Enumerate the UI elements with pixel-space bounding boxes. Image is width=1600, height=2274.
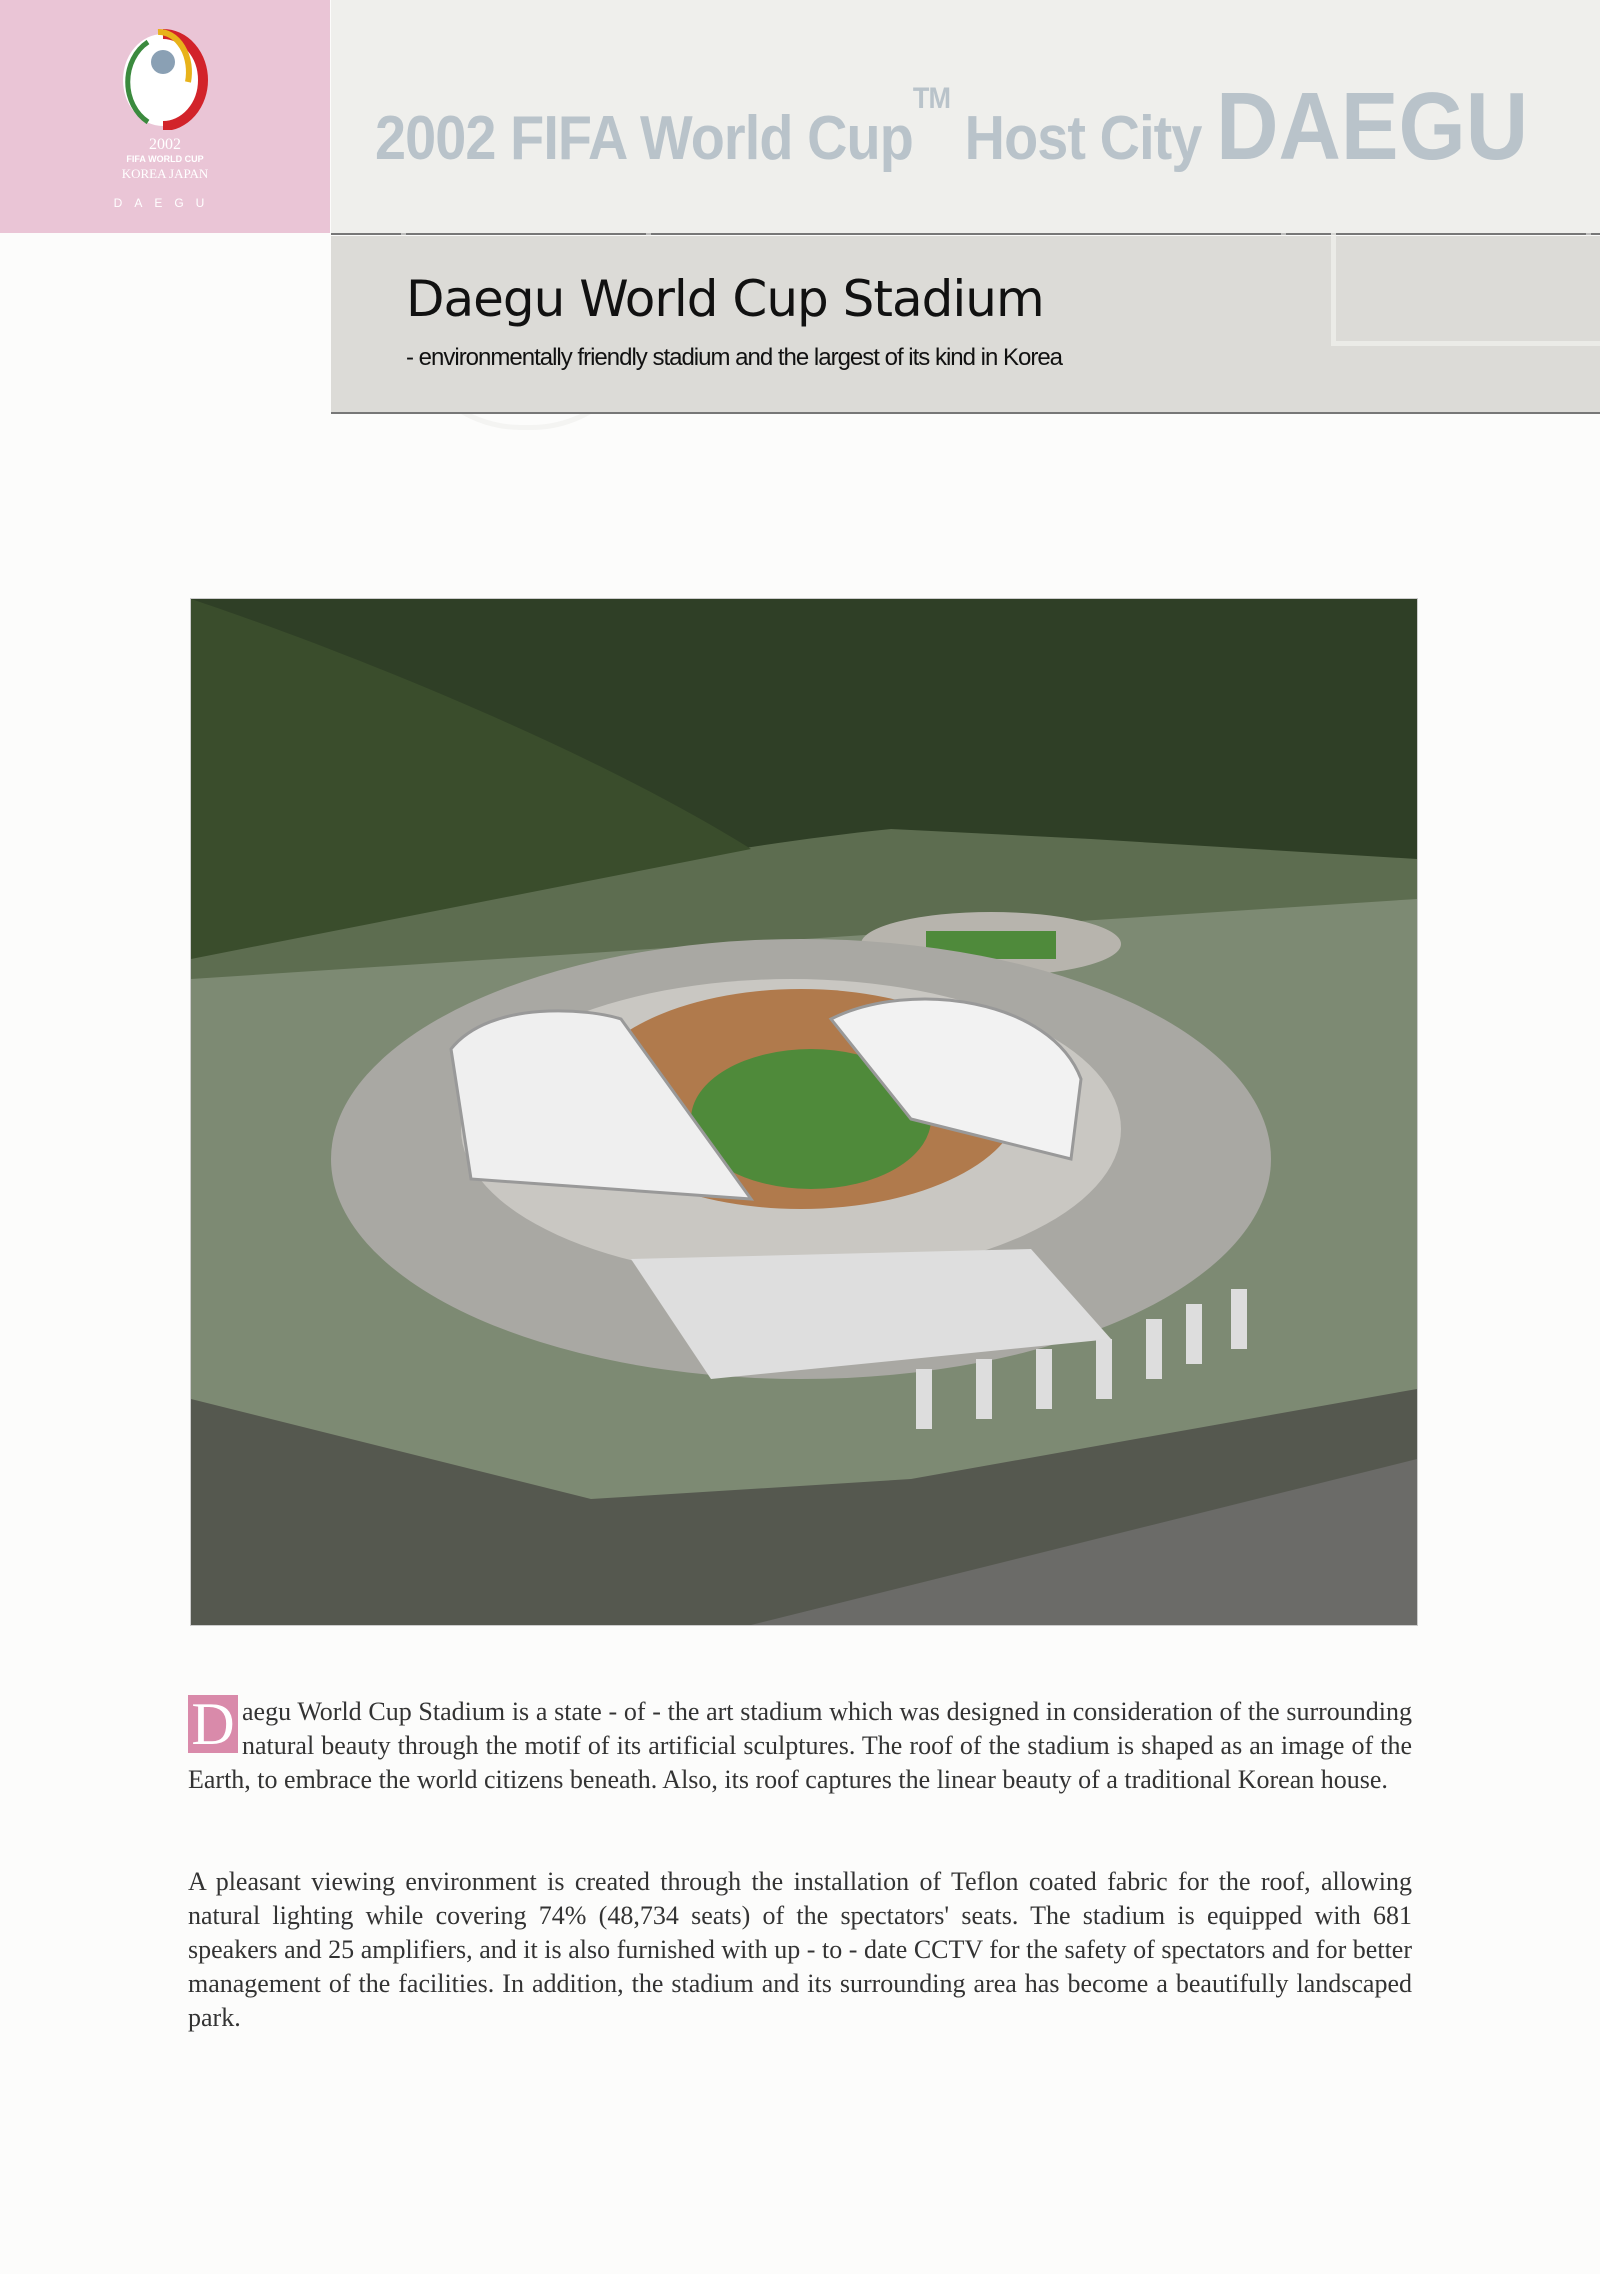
stadium-aerial-photo (190, 598, 1418, 1626)
logo-city: DAEGU (113, 196, 217, 210)
logo-year: 2002 (149, 136, 181, 153)
section-banner (331, 236, 1600, 414)
body-paragraph-2: A pleasant viewing environment is created through the installation of Teflon coated fabric for the roof, allowing natural lighting while covering 74% (48,734 seats) of the spectators' seats. The stadium is equipped with 681 speakers and 25 amplifiers, and it is also furnished with up - to - date CCTV for the safety of spectators and for better management of the facilities. In addition, the stadium and its surrounding area has become a beautifully landscaped park. (188, 1867, 1412, 2032)
page-title: Daegu World Cup Stadium (406, 270, 1044, 328)
drop-cap: D (188, 1695, 238, 1753)
logo-panel (0, 0, 330, 233)
header-banner (331, 0, 1600, 235)
world-cup-emblem-icon (108, 22, 218, 130)
body-paragraph-1: D aegu World Cup Stadium is a state - of - the art stadium which was designed in consideration of the surrounding natural beauty through the motif of its artificial sculptures. The roof of the stadium is shaped as an image of the Earth, to embrace the world citizens beneath. Also, its roof captures the linear beauty of a traditional Korean house. (188, 1691, 1412, 1794)
page-subtitle: - environmentally friendly stadium and the largest of its kind in Korea (406, 344, 1063, 371)
logo-event: FIFA WORLD CUP (126, 154, 204, 164)
header-title: 2002 FIFA World Cup™ Host City DAEGU (375, 73, 1529, 180)
logo-hosts: KOREA JAPAN (121, 166, 209, 181)
